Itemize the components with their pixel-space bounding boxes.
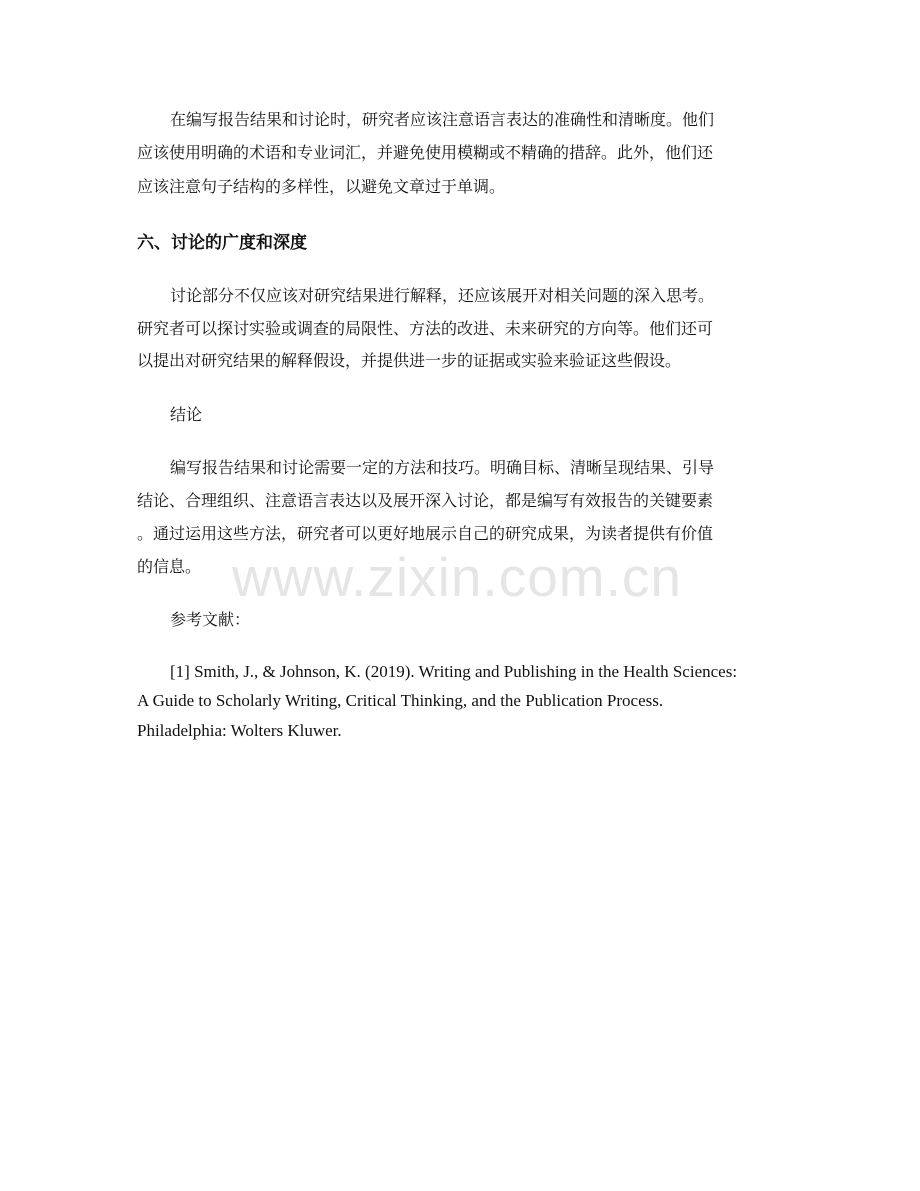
reference-line: A Guide to Scholarly Writing, Critical Thinking, and the Publication Process. xyxy=(137,691,664,710)
reference-line: Philadelphia: Wolters Kluwer. xyxy=(137,721,342,740)
conclusion-heading: 结论 xyxy=(170,405,203,424)
text-line: 应该使用明确的术语和专业词汇，并避免使用模糊或不精确的措辞。此外，他们还 xyxy=(137,143,714,162)
text-line: 以提出对研究结果的解释假设，并提供进一步的证据或实验来验证这些假设。 xyxy=(137,351,682,370)
text-line: 应该注意句子结构的多样性，以避免文章过于单调。 xyxy=(137,177,506,196)
section-heading: 六、讨论的广度和深度 xyxy=(137,233,307,253)
text-line: 编写报告结果和讨论需要一定的方法和技巧。明确目标、清晰呈现结果、引导 xyxy=(170,458,715,477)
text-line: 结论、合理组织、注意语言表达以及展开深入讨论，都是编写有效报告的关键要素 xyxy=(137,491,714,510)
text-line: 研究者可以探讨实验或调查的局限性、方法的改进、未来研究的方向等。他们还可 xyxy=(137,319,714,338)
watermark: www.zixin.com.cn xyxy=(232,546,682,608)
text-line: 在编写报告结果和讨论时，研究者应该注意语言表达的准确性和清晰度。他们 xyxy=(170,110,715,129)
references-heading: 参考文献： xyxy=(170,610,251,629)
text-line: 讨论部分不仅应该对研究结果进行解释，还应该展开对相关问题的深入思考。 xyxy=(170,286,715,305)
text-line: 的信息。 xyxy=(137,557,202,576)
reference-line: [1] Smith, J., & Johnson, K. (2019). Writing and Publishing in the Health Sciences: xyxy=(170,662,738,681)
text-line: 。通过运用这些方法，研究者可以更好地展示自己的研究成果，为读者提供有价值 xyxy=(137,524,714,543)
